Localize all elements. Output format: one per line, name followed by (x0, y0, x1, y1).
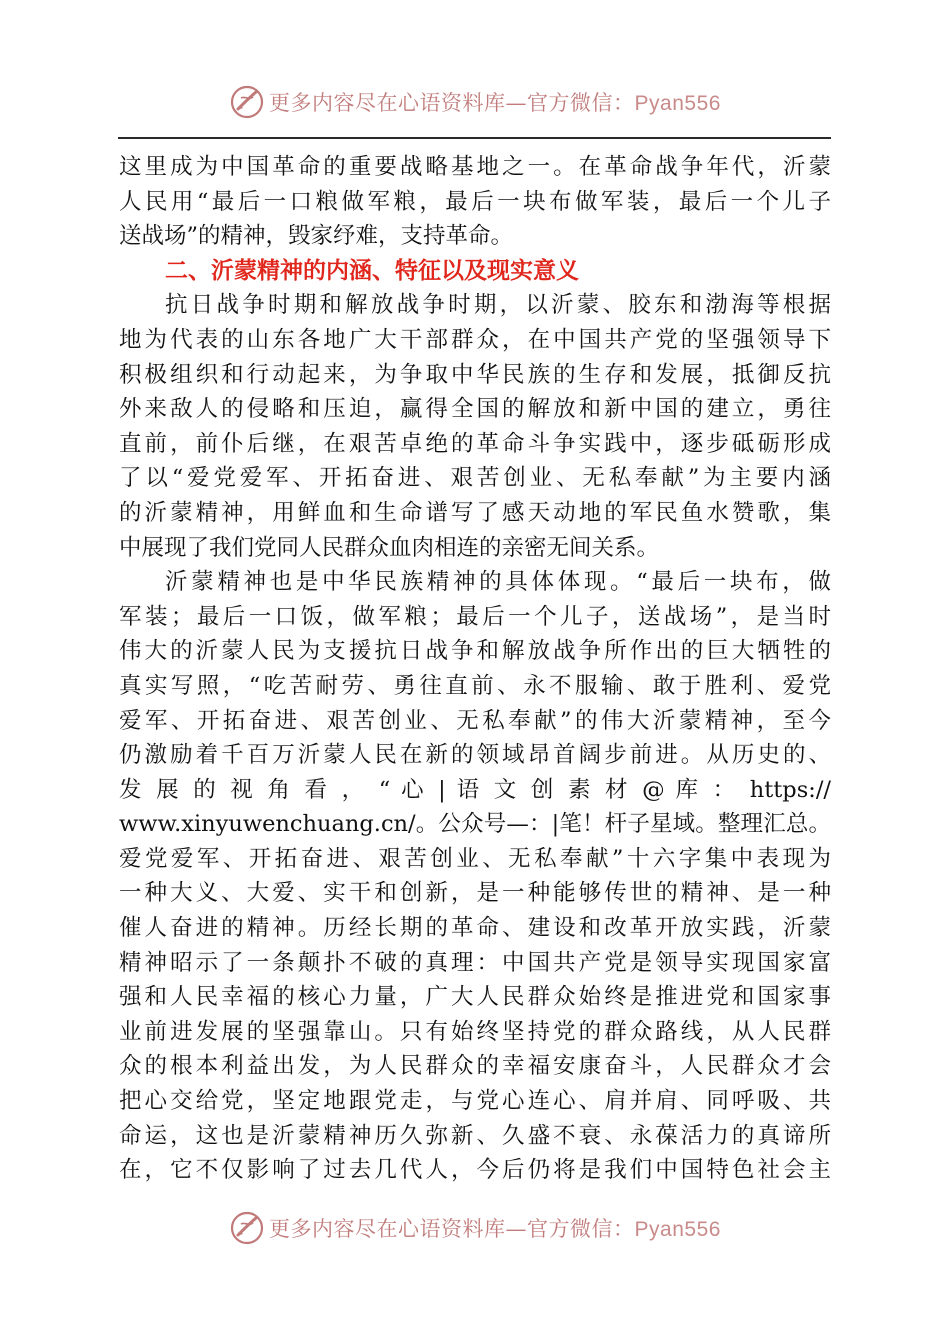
text-line: 沂蒙精神也是中华民族精神的具体体现。“最后一块布，做 (165, 569, 831, 596)
header-banner-text: 更多内容尽在心语资料库—官方微信：Pyan556 (269, 91, 721, 115)
text-line: 积极组织和行动起来，为争取中华民族的生存和发展，抵御反抗 (119, 361, 831, 388)
text-line: 伟大的沂蒙人民为支援抗日战争和解放战争所作出的巨大牺牲的 (119, 638, 831, 665)
text-line: 发 展 的 视 角 看 ， “ 心 | 语 文 创 素 材 @ 库 ： https:// (119, 776, 831, 803)
text-line: 这里成为中国革命的重要战略基地之一。在革命战争年代，沂蒙 (119, 154, 831, 180)
text-line: 强和人民幸福的核心力量，广大人民群众始终是推进党和国家事 (119, 984, 831, 1011)
text-line: 众的根本利益出发，为人民群众的幸福安康奋斗，人民群众才会 (119, 1053, 831, 1080)
text-line: 军装；最后一口饭，做军粮；最后一个儿子，送战场”，是当时 (119, 603, 831, 630)
text-line: 催人奋进的精神。历经长期的革命、建设和改革开放实践，沂蒙 (119, 915, 831, 942)
text-line: 直前，前仆后继，在艰苦卓绝的革命斗争实践中，逐步砥砺形成 (119, 430, 831, 457)
footer-banner-text: 更多内容尽在心语资料库—官方微信：Pyan556 (269, 1217, 721, 1241)
text-line: 仍激励着千百万沂蒙人民在新的领域昂首阔步前进。从历史的、 (119, 742, 831, 769)
text-line: 中展现了我们党同人民群众血肉相连的亲密无间关系。 (119, 534, 660, 561)
pen-logo-icon (229, 84, 265, 120)
header-rule (118, 137, 831, 139)
header-banner[interactable] (0, 80, 950, 124)
text-line: 人民用“最后一口粮做军粮，最后一块布做军装，最后一个儿子 (119, 188, 831, 215)
text-line: 抗日战争时期和解放战争时期，以沂蒙、胶东和渤海等根据 (165, 292, 831, 319)
text-line: 的沂蒙精神，用鲜血和生命谱写了感天动地的军民鱼水赞歌，集 (119, 499, 831, 526)
footer-banner-handle: Pyan556 (634, 1218, 721, 1241)
text-line-url[interactable]: www.xinyuwenchuang.cn/。公众号—：|笔！杆子星域。整理汇总。 (119, 811, 831, 838)
text-line: 地为代表的山东各地广大干部群众，在中国共产党的坚强领导下 (119, 326, 831, 353)
text-line: 业前进发展的坚强靠山。只有始终坚持党的群众路线，从人民群 (119, 1018, 831, 1045)
text-line: 外来敌人的侵略和压迫，赢得全国的解放和新中国的建立，勇往 (119, 396, 831, 423)
text-line: 精神昭示了一条颠扑不破的真理：中国共产党是领导实现国家富 (119, 949, 831, 976)
text-line: 送战场”的精神，毁家纾难，支持革命。 (119, 223, 514, 250)
text-line: 一种大义、大爱、实干和创新，是一种能够传世的精神、是一种 (119, 880, 831, 907)
footer-banner[interactable] (0, 1206, 950, 1250)
text-line: 把心交给党，坚定地跟党走，与党心连心、肩并肩、同呼吸、共 (119, 1088, 831, 1115)
text-line: 爱军、开拓奋进、艰苦创业、无私奉献”的伟大沂蒙精神，至今 (119, 707, 831, 734)
article-body (119, 150, 831, 1188)
section-heading: 二、沂蒙精神的内涵、特征以及现实意义 (165, 257, 579, 284)
text-line: 命运，这也是沂蒙精神历久弥新、久盛不衰、永葆活力的真谛所 (119, 1122, 831, 1149)
text-line: 爱党爱军、开拓奋进、艰苦创业、无私奉献”十六字集中表现为 (119, 845, 831, 872)
text-line: 了以“爱党爱军、开拓奋进、艰苦创业、无私奉献”为主要内涵 (119, 465, 831, 492)
pen-logo-icon (229, 1210, 265, 1246)
header-banner-handle: Pyan556 (634, 92, 721, 115)
text-line: 在，它不仅影响了过去几代人，今后仍将是我们中国特色社会主 (119, 1157, 831, 1184)
text-line: 真实写照，“吃苦耐劳、勇往直前、永不服输、敢于胜利、爱党 (119, 672, 831, 699)
